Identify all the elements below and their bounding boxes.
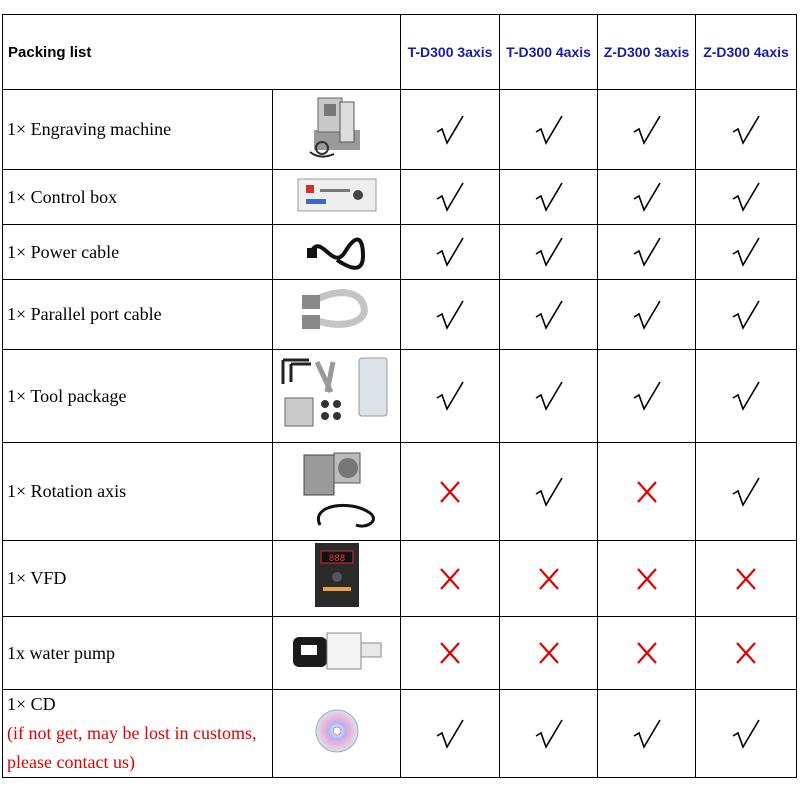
- check-icon: [630, 113, 664, 147]
- cross-mark-water-pump-col2: [500, 617, 598, 690]
- check-mark-tool-package-col2: [500, 350, 598, 443]
- cross-mark-rotation-axis-col1: [401, 443, 500, 541]
- check-icon: [433, 180, 467, 214]
- check-icon: [729, 717, 763, 751]
- packing-list-title: Packing list: [3, 15, 401, 90]
- check-mark-control-box-col2: [500, 170, 598, 225]
- cross-mark-vfd-col3: [598, 541, 696, 617]
- cross-icon: [534, 564, 564, 594]
- check-mark-parallel-port-cable-col4: [696, 280, 797, 350]
- item-label-cell: [3, 225, 273, 280]
- check-icon: [729, 180, 763, 214]
- column-header-z-d300-4axis: Z-D300 4axis: [696, 15, 797, 90]
- check-icon: [433, 717, 467, 751]
- column-header-z-d300-3axis: Z-D300 3axis: [598, 15, 696, 90]
- check-mark-engraving-machine-col4: [696, 90, 797, 170]
- check-mark-tool-package-col4: [696, 350, 797, 443]
- check-icon: [532, 113, 566, 147]
- check-mark-cd-col3: [598, 690, 696, 778]
- packing-list-table: [2, 14, 797, 778]
- item-label: 1× CD: [7, 694, 56, 714]
- cross-icon: [534, 638, 564, 668]
- column-header-t-d300-3axis: T-D300 3axis: [401, 15, 500, 90]
- check-mark-rotation-axis-col2: [500, 443, 598, 541]
- check-icon: [532, 717, 566, 751]
- check-icon: [630, 717, 664, 751]
- cross-icon: [632, 477, 662, 507]
- item-label-cell: [3, 350, 273, 443]
- check-mark-cd-col2: [500, 690, 598, 778]
- cross-icon: [435, 564, 465, 594]
- cross-mark-water-pump-col1: [401, 617, 500, 690]
- check-icon: [729, 235, 763, 269]
- check-icon: [630, 235, 664, 269]
- item-label-cell: [3, 170, 273, 225]
- check-mark-control-box-col1: [401, 170, 500, 225]
- check-mark-cd-col4: [696, 690, 797, 778]
- rotation-axis-image: [273, 443, 401, 541]
- column-header-t-d300-4axis: T-D300 4axis: [500, 15, 598, 90]
- power-cable-image: [273, 225, 401, 280]
- check-icon: [433, 379, 467, 413]
- cd-image: [273, 690, 401, 778]
- check-mark-engraving-machine-col3: [598, 90, 696, 170]
- row-tool-package: [3, 350, 797, 443]
- check-mark-rotation-axis-col4: [696, 443, 797, 541]
- row-control-box: [3, 170, 797, 225]
- item-note: (if not get, may be lost in customs, please contact us): [7, 723, 257, 772]
- check-mark-power-cable-col4: [696, 225, 797, 280]
- cross-mark-water-pump-col4: [696, 617, 797, 690]
- check-icon: [729, 475, 763, 509]
- cross-icon: [632, 638, 662, 668]
- check-mark-power-cable-col2: [500, 225, 598, 280]
- item-label: 1× Parallel port cable: [7, 304, 162, 324]
- control-box-image: [273, 170, 401, 225]
- check-mark-control-box-col3: [598, 170, 696, 225]
- check-mark-engraving-machine-col2: [500, 90, 598, 170]
- check-icon: [729, 379, 763, 413]
- check-icon: [433, 298, 467, 332]
- item-label: 1× Control box: [7, 186, 118, 207]
- item-label: 1× VFD: [7, 568, 67, 588]
- vfd-image: [273, 541, 401, 617]
- check-mark-parallel-port-cable-col3: [598, 280, 696, 350]
- check-icon: [433, 113, 467, 147]
- cross-icon: [435, 638, 465, 668]
- cross-icon: [731, 638, 761, 668]
- cross-icon: [632, 564, 662, 594]
- item-label: 1× Rotation axis: [7, 481, 127, 501]
- engraving-machine-image: [273, 90, 401, 170]
- row-cd: [3, 690, 797, 778]
- check-icon: [532, 475, 566, 509]
- cross-mark-vfd-col2: [500, 541, 598, 617]
- item-label-cell: [3, 690, 273, 778]
- check-mark-control-box-col4: [696, 170, 797, 225]
- cross-mark-water-pump-col3: [598, 617, 696, 690]
- cross-mark-vfd-col4: [696, 541, 797, 617]
- svg-text:888: 888: [328, 554, 345, 564]
- cross-mark-rotation-axis-col3: [598, 443, 696, 541]
- cross-icon: [731, 564, 761, 594]
- check-icon: [729, 113, 763, 147]
- check-mark-tool-package-col3: [598, 350, 696, 443]
- row-vfd: [3, 541, 797, 617]
- check-mark-tool-package-col1: [401, 350, 500, 443]
- item-label: 1x water pump: [7, 642, 115, 663]
- row-parallel-port-cable: [3, 280, 797, 350]
- row-rotation-axis: [3, 443, 797, 541]
- row-engraving-machine: [3, 90, 797, 170]
- check-icon: [630, 180, 664, 214]
- item-label-cell: [3, 280, 273, 350]
- row-water-pump: [3, 617, 797, 690]
- check-mark-power-cable-col3: [598, 225, 696, 280]
- item-label: 1× Engraving machine: [7, 119, 172, 139]
- check-icon: [729, 298, 763, 332]
- item-label: 1× Tool package: [7, 385, 127, 406]
- check-icon: [532, 180, 566, 214]
- header-row: [3, 15, 797, 90]
- water-pump-image: [273, 617, 401, 690]
- row-power-cable: [3, 225, 797, 280]
- check-icon: [532, 298, 566, 332]
- check-icon: [433, 235, 467, 269]
- check-icon: [630, 298, 664, 332]
- item-label-cell: [3, 90, 273, 170]
- check-mark-power-cable-col1: [401, 225, 500, 280]
- cross-mark-vfd-col1: [401, 541, 500, 617]
- item-label-cell: [3, 617, 273, 690]
- check-icon: [630, 379, 664, 413]
- check-mark-parallel-port-cable-col2: [500, 280, 598, 350]
- item-label: 1× Power cable: [7, 241, 120, 262]
- check-icon: [532, 379, 566, 413]
- check-mark-engraving-machine-col1: [401, 90, 500, 170]
- check-icon: [532, 235, 566, 269]
- item-label-cell: [3, 443, 273, 541]
- parallel-port-cable-image: [273, 280, 401, 350]
- check-mark-parallel-port-cable-col1: [401, 280, 500, 350]
- tool-package-image: [273, 350, 401, 443]
- item-label-cell: [3, 541, 273, 617]
- check-mark-cd-col1: [401, 690, 500, 778]
- cross-icon: [435, 477, 465, 507]
